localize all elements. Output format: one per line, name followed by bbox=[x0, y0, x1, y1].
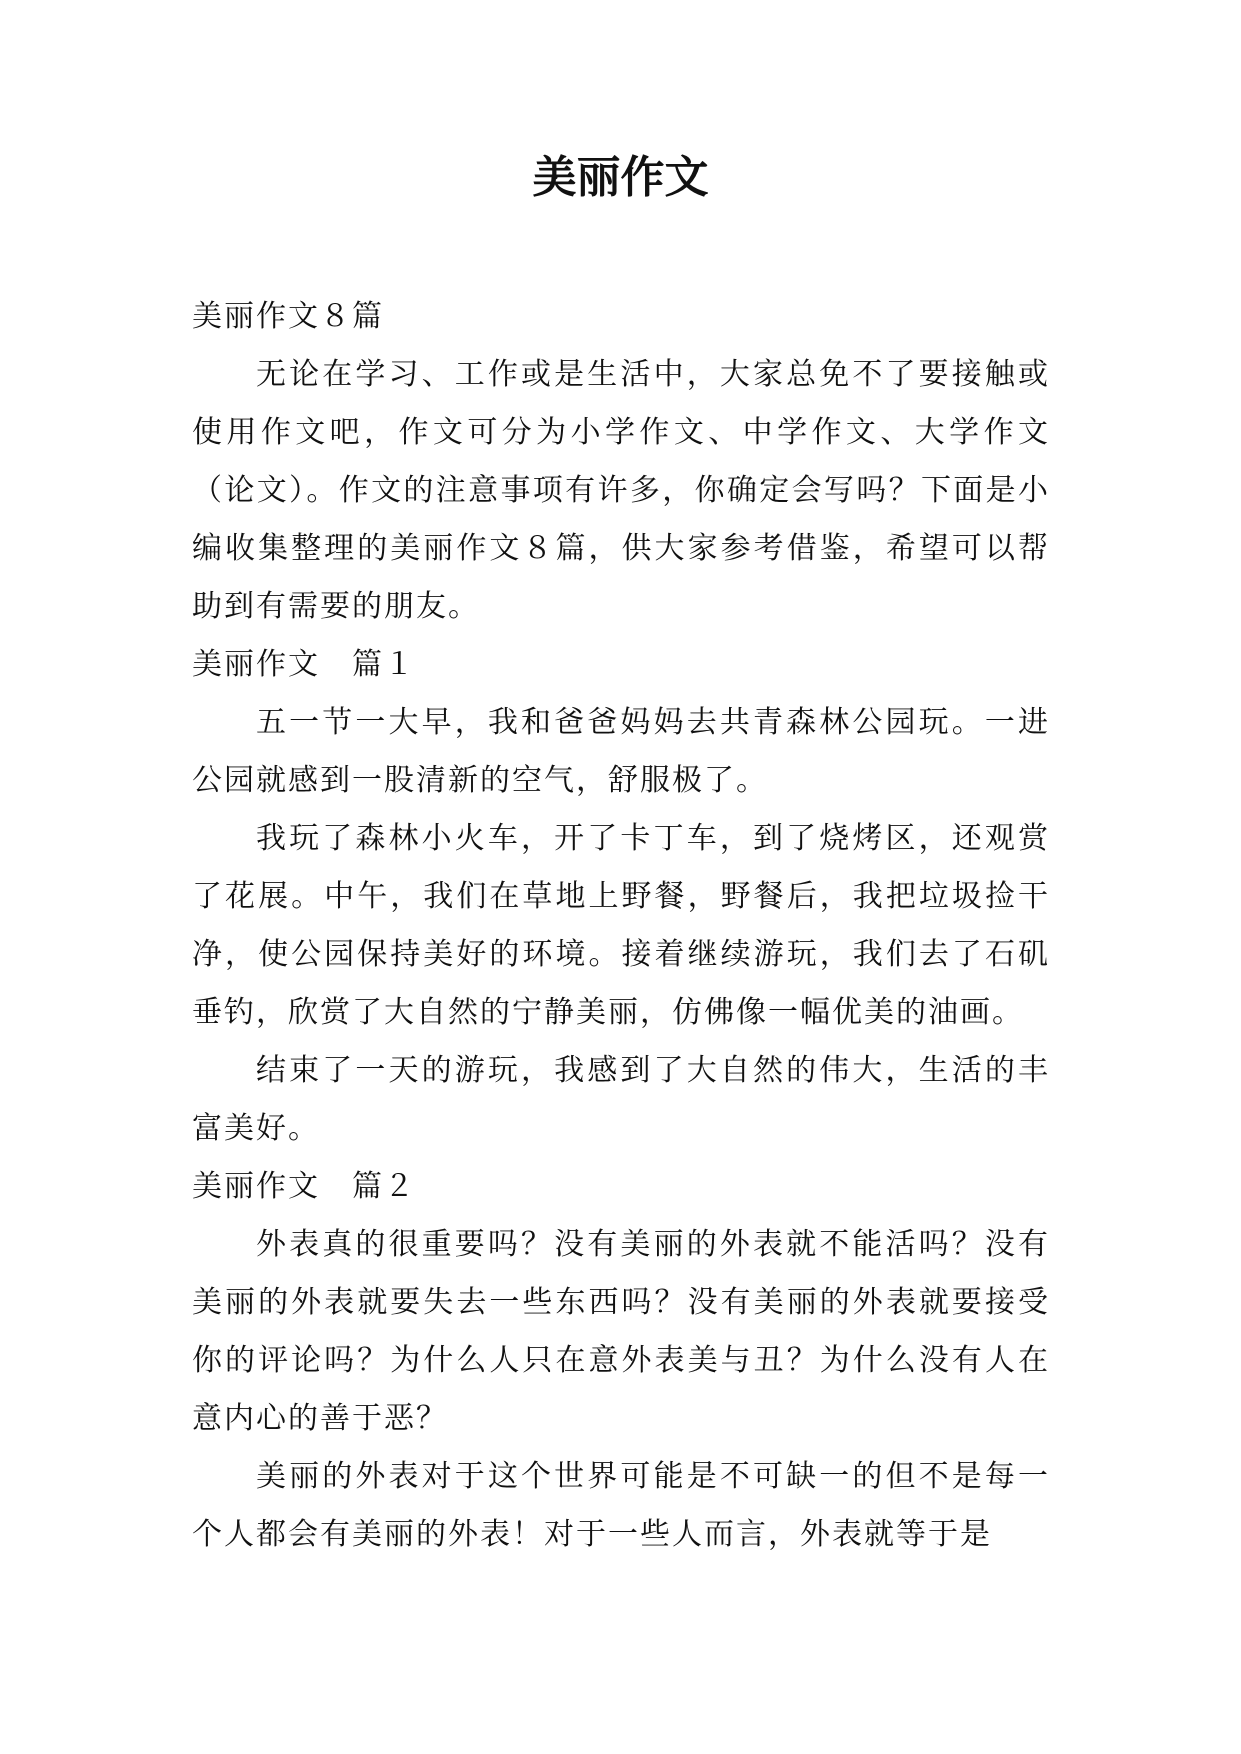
piece1-paragraph-3: 结束了一天的游玩，我感到了大自然的伟大，生活的丰富美好。 bbox=[192, 1053, 1050, 1146]
piece2-paragraph-1: 外表真的很重要吗？没有美丽的外表就不能活吗？没有美丽的外表就要失去一些东西吗？没有美丽的外表就要接受你的评论吗？为什么人只在意外表美与丑？为什么没有人在意内心的善于恶？ bbox=[192, 1227, 1050, 1436]
piece1-paragraph-1: 五一节一大早，我和爸爸妈妈去共青森林公园玩。一进公园就感到一股清新的空气，舒服极了。 bbox=[192, 705, 1050, 798]
document-body bbox=[192, 288, 1050, 1564]
document-title: 美丽作文 bbox=[532, 152, 709, 203]
intro-paragraph: 无论在学习、工作或是生活中，大家总免不了要接触或使用作文吧，作文可分为小学作文、中学作文、大学作文（论文）。作文的注意事项有许多，你确定会写吗？下面是小编收集整理的美丽作文８篇，供大家参考借鉴，希望可以帮助到有需要的朋友。 bbox=[192, 357, 1050, 624]
piece1-heading: 美丽作文 篇１ bbox=[192, 647, 416, 682]
collection-heading: 美丽作文８篇 bbox=[192, 299, 384, 334]
piece2-paragraph-2: 美丽的外表对于这个世界可能是不可缺一的但不是每一个人都会有美丽的外表！对于一些人而言，外表就等于是 bbox=[192, 1459, 1050, 1552]
piece1-paragraph-2: 我玩了森林小火车，开了卡丁车，到了烧烤区，还观赏了花展。中午，我们在草地上野餐，野餐后，我把垃圾捡干净，使公园保持美好的环境。接着继续游玩，我们去了石矶垂钓，欣赏了大自然的宁静美丽，仿佛像一幅优美的油画。 bbox=[192, 821, 1050, 1030]
piece2-heading: 美丽作文 篇２ bbox=[192, 1169, 416, 1204]
